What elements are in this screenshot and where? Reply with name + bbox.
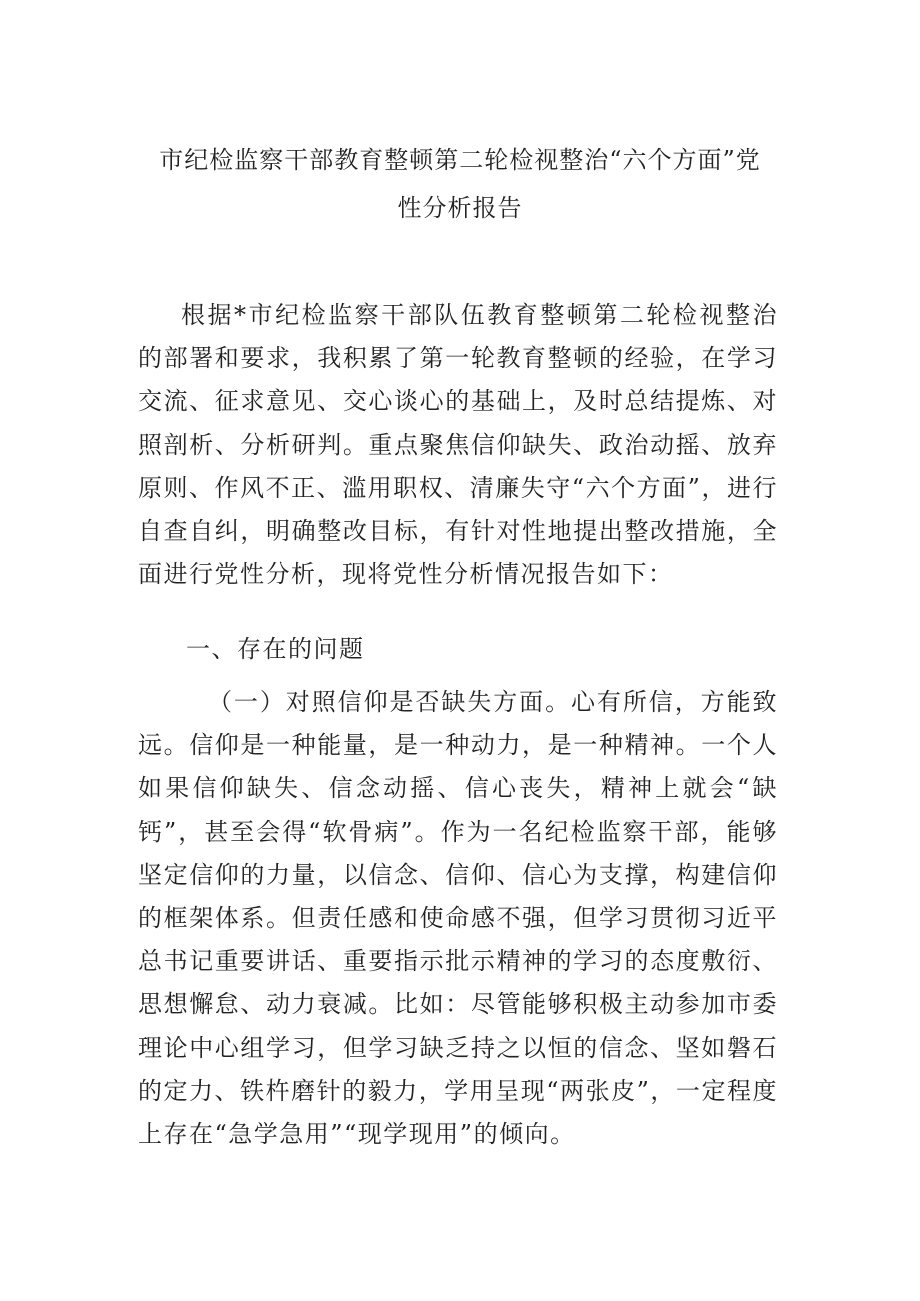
section-heading: 一、存在的问题 bbox=[186, 635, 365, 663]
intro-paragraph: 根据*市纪检监察干部队伍教育整顿第二轮检视整治的部署和要求，我积累了第一轮教育整顿的经验，在学习交流、征求意见、交心谈心的基础上，及时总结提炼、对照剖析、分析研判。重点聚焦信仰缺失、政治动摇、放弃原则、作风不正、滥用职权、清廉失守“六个方面”，进行自查自纠，明确整改目标，有针对性地提出整改措施，全面进行党性分析，现将党性分析情况报告如下： bbox=[138, 301, 778, 589]
belief-paragraph: （一）对照信仰是否缺失方面。心有所信，方能致远。信仰是一种能量，是一种动力，是一种精神。一个人如果信仰缺失、信念动摇、信心丧失，精神上就会“缺钙”，甚至会得“软骨病”。作为一名纪检监察干部，能够坚定信仰的力量，以信念、信仰、信心为支撑，构建信仰的框架体系。但责任感和使命感不强，但学习贯彻习近平总书记重要讲话、重要指示批示精神的学习的态度敷衍、思想懈怠、动力衰减。比如：尽管能够积极主动参加市委理论中心组学习，但学习缺乏持之以恒的信念、坚如磐石的定力、铁杵磨针的毅力，学用呈现“两张皮”，一定程度上存在“急学急用”“现学现用”的倾向。 bbox=[138, 688, 778, 1149]
document-title-line-2: 性分析报告 bbox=[397, 194, 523, 222]
document-title-line-1: 市纪检监察干部教育整顿第二轮检视整治“六个方面”党 bbox=[159, 146, 761, 174]
